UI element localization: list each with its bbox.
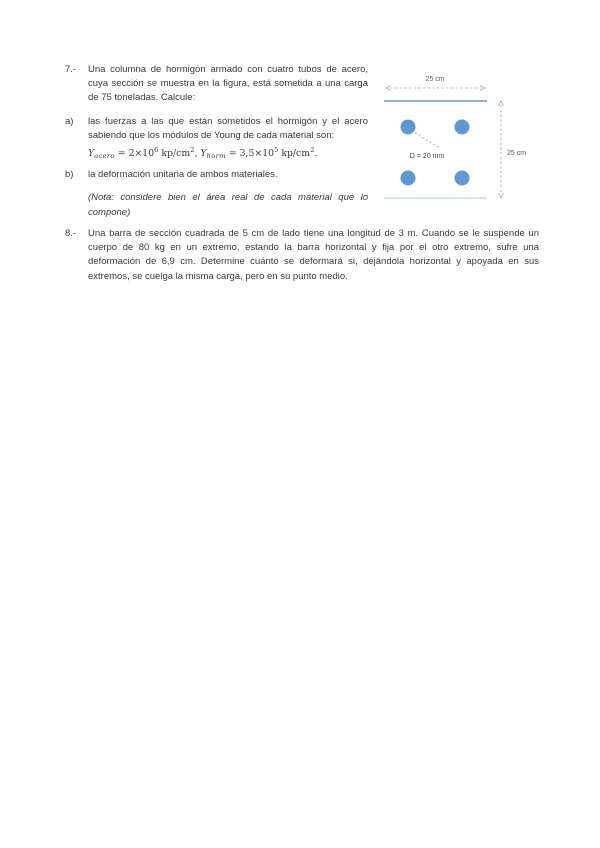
young-modulus-formula — [88, 143, 368, 163]
problem-7-intro-row — [65, 63, 368, 106]
steel-tube-bottom-left — [401, 171, 416, 186]
steel-tube-bottom-right — [455, 171, 470, 186]
formula-sub-acero: acero — [94, 152, 115, 161]
width-dimension-label: 25 cm — [425, 76, 445, 83]
item-b-label: b) — [65, 169, 74, 181]
item-a-label: a) — [65, 115, 74, 127]
item-b-text: la deformación unitaria de ambos materiales. — [88, 169, 278, 181]
problem-8-number: 8.- — [65, 228, 77, 239]
problem-8-row — [65, 227, 539, 284]
formula-separator: , — [194, 148, 201, 160]
tube-diameter-label: D = 20 mm — [409, 153, 445, 160]
item-a-text: las fuerzas a las que están sometidos el hormigón y el acero sabiendo que los módulos de Young de cada material son: — [88, 115, 368, 141]
formula-var-acero: Y — [88, 148, 95, 160]
formula-eq-acero: = 2×10 — [114, 148, 155, 160]
width-dimension-arrow — [386, 86, 485, 91]
formula-exp-horm: 5 — [274, 146, 279, 155]
formula-var-horm: Y — [200, 148, 207, 160]
formula-period: . — [314, 148, 318, 160]
problem-7-intro-text: Una columna de hormigón armado con cuatro tubos de acero, cuya sección se muestra en la figura, está sometida a una carga de 75 toneladas. Calcule: — [88, 64, 368, 104]
figure-column-cross-section — [378, 62, 548, 208]
formula-unit-horm: kp/cm — [278, 148, 311, 160]
formula-unit-acero: kp/cm — [158, 148, 191, 160]
steel-tube-top-left — [401, 120, 416, 135]
problem-7-item-b — [65, 168, 368, 182]
formula-unit-sup-horm: 2 — [310, 146, 315, 155]
formula-exp-acero: 6 — [154, 146, 159, 155]
diameter-leader-line — [415, 133, 440, 148]
height-dimension-arrow — [499, 101, 504, 198]
problem-7 — [65, 63, 368, 220]
problem-8 — [65, 227, 539, 284]
problem-8-text: Una barra de sección cuadrada de 5 cm de lado tiene una longitud de 3 m. Cuando se le suspende un cuerpo de 80 kg en un extremo, estando la barra horizontal y fija por el otro extremo, sufre una deformación de 6,9 cm. Determine cuánto se deformará si, dejándola horizontal y apoyada en sus extremos, se cuelga la misma carga, pero en su punto medio. — [88, 228, 539, 282]
problem-7-note: (Nota: considere bien el área real de cada material que lo compone) — [88, 192, 368, 218]
formula-sub-horm: horm — [206, 152, 226, 161]
formula-unit-sup-acero: 2 — [190, 146, 195, 155]
height-dimension-label: 25 cm — [507, 150, 527, 157]
formula-eq-horm: = 3,5×10 — [225, 148, 275, 160]
problem-7-item-a — [65, 115, 368, 164]
problem-7-number: 7.- — [65, 64, 77, 75]
cross-section-drawing — [378, 62, 548, 208]
steel-tube-top-right — [455, 120, 470, 135]
